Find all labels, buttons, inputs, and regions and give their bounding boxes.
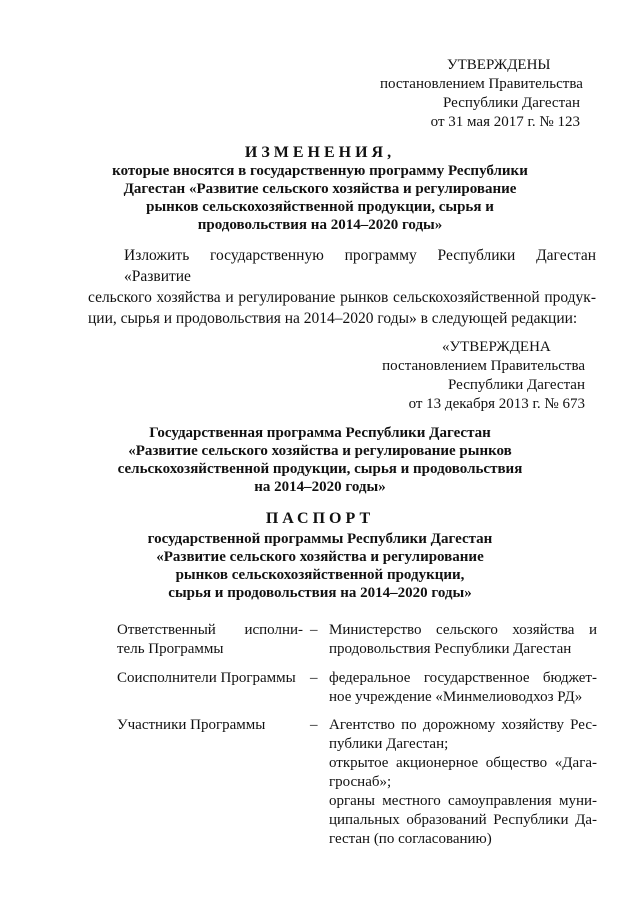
program-title-line: Государственная программа Республики Дагестан <box>149 425 491 441</box>
row-value-line: ципальных образований Республики Да- <box>329 812 597 828</box>
approval-date: от 31 мая 2017 г. № 123 <box>430 114 580 130</box>
passport-subtitle-line: рынков сельскохозяйственной продукции, <box>175 567 465 583</box>
program-title-line: «Развитие сельского хозяйства и регулирование рынков <box>128 443 512 459</box>
intro-line: Изложить государственную программу Республики Дагестан «Развитие <box>124 247 596 285</box>
row-value-line: органы местного самоуправления муни- <box>329 793 597 809</box>
program-title-line: сельскохозяйственной продукции, сырья и продовольствия <box>117 461 523 477</box>
row-label <box>117 669 303 688</box>
approval-line: Республики Дагестан <box>443 95 580 111</box>
program-title <box>70 424 570 496</box>
row-value-line: Министерство сельского хозяйства и <box>329 622 597 638</box>
approval-stamp-inner <box>380 338 585 414</box>
row-label <box>117 621 303 659</box>
row-value-line: Агентство по дорожному хозяйству Рес- <box>329 717 597 733</box>
row-value-line: федеральное государственное бюджет- <box>329 670 597 686</box>
program-title-line: на 2014–2020 годы» <box>254 479 386 495</box>
changes-title: ИЗМЕНЕНИЯ, <box>244 144 396 161</box>
row-label-line: тель Программы <box>117 641 224 657</box>
intro-paragraph <box>88 245 596 329</box>
intro-line: ции, сырья и продовольствия на 2014–2020 годы» в следующей редакции: <box>88 310 578 327</box>
changes-subtitle <box>70 162 570 234</box>
row-dash: – <box>310 622 318 638</box>
passport-subtitle <box>70 530 570 602</box>
approval-line: постановлением Правительства <box>382 358 585 374</box>
passport-subtitle-line: государственной программы Республики Дагестан <box>147 531 493 547</box>
row-dash: – <box>310 670 318 686</box>
row-value-line: публики Дагестан; <box>329 736 449 752</box>
row-value-line: открытое акционерное общество «Дага- <box>329 755 597 771</box>
approval-head: «УТВЕРЖДЕНА <box>442 339 551 355</box>
row-value-line: гроснаб»; <box>329 774 392 790</box>
row-value-line: гестан (по согласованию) <box>329 831 492 847</box>
row-value-line: продовольствия Республики Дагестан <box>329 641 572 657</box>
row-value <box>329 669 597 707</box>
row-value <box>329 621 597 659</box>
row-value-line: ное учреждение «Минмелиоводхоз РД» <box>329 689 583 705</box>
changes-subtitle-line: которые вносятся в государственную программу Республики <box>112 163 528 179</box>
passport-title: ПАСПОРТ <box>265 510 375 527</box>
row-label <box>117 716 303 735</box>
approval-line: постановлением Правительства <box>380 76 583 92</box>
passport-subtitle-line: сырья и продовольствия на 2014–2020 годы» <box>168 585 472 601</box>
row-label-line: Ответственный исполни- <box>117 622 303 638</box>
intro-line: сельского хозяйства и регулирование рынков сельскохозяйственной продук- <box>88 289 596 306</box>
row-value <box>329 716 597 849</box>
changes-subtitle-line: продовольствия на 2014–2020 годы» <box>197 217 443 233</box>
changes-subtitle-line: рынков сельскохозяйственной продукции, сырья и <box>146 199 494 215</box>
row-label-line: Соисполнители Программы <box>117 670 296 686</box>
approval-stamp-top <box>380 56 583 132</box>
approval-date: от 13 декабря 2013 г. № 673 <box>408 396 585 412</box>
row-label-line: Участники Программы <box>117 717 266 733</box>
passport-subtitle-line: «Развитие сельского хозяйства и регулирование <box>156 549 484 565</box>
approval-head: УТВЕРЖДЕНЫ <box>447 57 551 73</box>
approval-line: Республики Дагестан <box>448 377 585 393</box>
changes-subtitle-line: Дагестан «Развитие сельского хозяйства и регулирование <box>123 181 517 197</box>
row-dash: – <box>310 717 318 733</box>
